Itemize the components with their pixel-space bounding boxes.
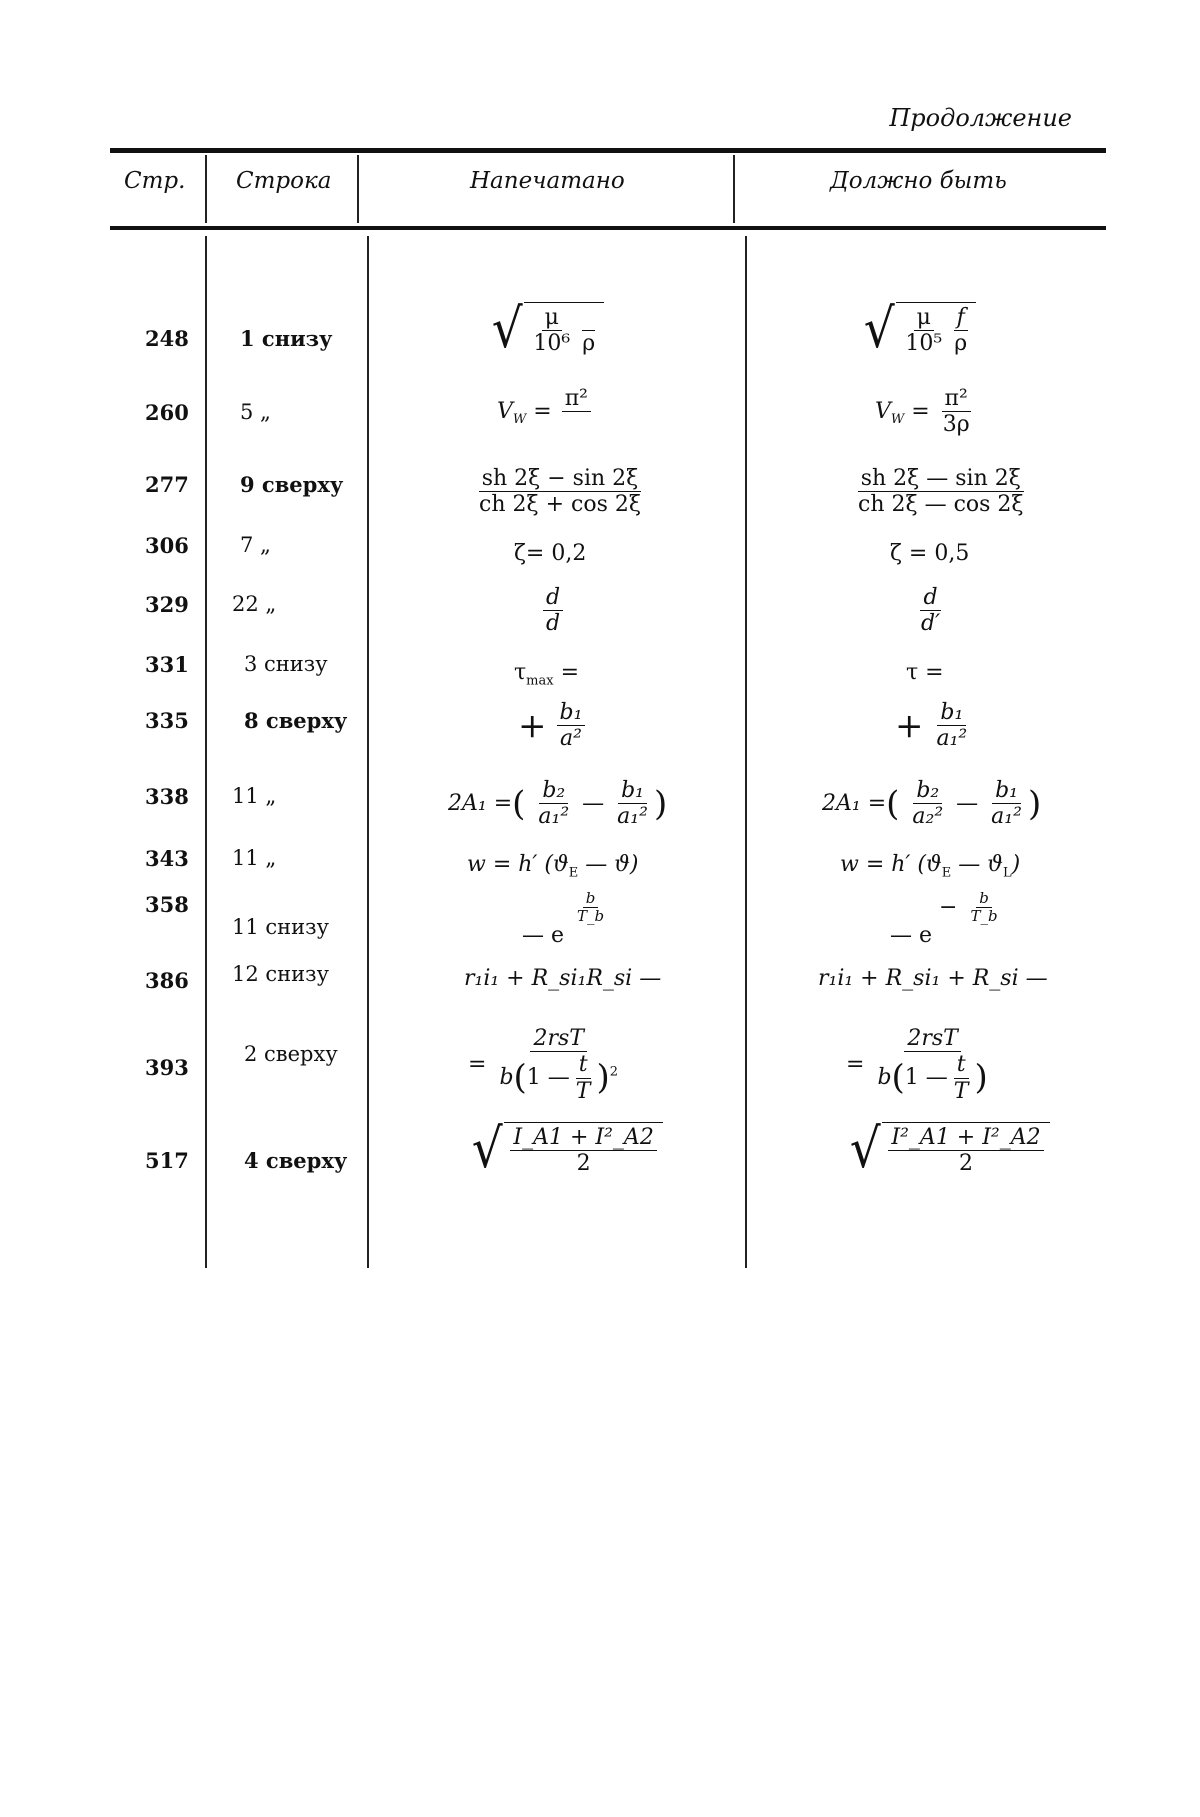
printed-formula: $\frac{sh 2\xi - \sin 2\xi}{ch 2\xi + \cos 2\xi}$	[479, 466, 641, 518]
header-rule	[110, 226, 1106, 230]
correct-formula: — e − $\frac{b}{T\_b}$	[890, 889, 998, 948]
row-line: 11 „	[232, 846, 277, 870]
row-line: 4 сверху	[244, 1148, 348, 1173]
row-page: 517	[145, 1148, 189, 1173]
row-page: 329	[145, 592, 189, 617]
row-page: 343	[145, 846, 189, 871]
column-divider-3	[733, 155, 735, 223]
header-should-be: Должно быть	[830, 168, 1007, 194]
row-line: 11 „	[232, 784, 277, 808]
row-page: 260	[145, 400, 189, 425]
row-page: 338	[145, 784, 189, 809]
correct-formula: √ $\frac{\text{I²\_A1 + I²\_A2}}{2}$	[848, 1122, 1050, 1177]
printed-formula: $\tau_{max}$ =	[514, 660, 580, 689]
row-line: 9 сверху	[240, 472, 344, 497]
column-divider-1	[205, 155, 207, 223]
row-line: 11 снизу	[232, 915, 329, 939]
correct-formula: = 2rsT b(1 — $\frac{t}{T}$ )	[846, 1026, 988, 1104]
column-divider-2-body	[367, 236, 369, 1268]
printed-formula: √ $\frac{\text{I\_A1 + I²\_A2}}{2}$	[470, 1122, 663, 1177]
printed-formula: ζ= 0,2	[514, 541, 587, 566]
correct-formula: $\frac{sh 2\xi — \sin 2\xi}{ch 2\xi — \cos 2\xi}$	[858, 466, 1024, 518]
correct-formula: ζ = 0,5	[890, 541, 970, 566]
column-divider-1-body	[205, 236, 207, 1268]
printed-formula: w = h′ ($ϑ_E$ — ϑ)	[467, 852, 639, 881]
continuation-label: Продолжение	[889, 104, 1072, 132]
row-line: 3 снизу	[244, 652, 328, 676]
correct-formula: τ =	[906, 660, 944, 685]
printed-formula: $\frac{d}{d}$	[540, 585, 566, 637]
row-page: 358	[145, 892, 189, 917]
printed-formula: + $\frac{\text{b₁}}{\text{a²}}$	[518, 700, 588, 752]
printed-formula: r₁i₁ + R_si₁R_si —	[464, 966, 662, 991]
row-line: 2 сверху	[244, 1042, 338, 1066]
printed-formula: = 2rsT b(1 — $\frac{t}{T}$ )$^2$	[468, 1026, 619, 1104]
correct-formula: w = h′ ($ϑ_E$ — $ϑ_L$)	[840, 852, 1021, 881]
header-line: Строка	[236, 168, 332, 194]
row-line: 1 снизу	[240, 326, 333, 351]
row-line: 22 „	[232, 592, 277, 616]
row-page: 277	[145, 472, 189, 497]
row-page: 386	[145, 968, 189, 993]
column-divider-3-body	[745, 236, 747, 1268]
row-line: 8 сверху	[244, 708, 348, 733]
column-divider-2	[357, 155, 359, 223]
printed-formula: 2A₁ =( $\frac{\text{b₂}}{\text{a₁²}}$ — $\frac{\text{b₁}}{\text{a₁²}}$ )	[448, 778, 668, 830]
row-line: 12 снизу	[232, 962, 329, 986]
printed-formula: √ $\frac{\mu}{\text{10⁶}}$ ρ	[490, 302, 604, 357]
row-page: 248	[145, 326, 189, 351]
header-printed: Напечатано	[470, 168, 625, 194]
top-rule	[110, 148, 1106, 153]
correct-formula: √ $\frac{\mu}{\text{10⁵}}$ $\frac{f}{\rho}$	[862, 302, 976, 357]
printed-formula: — e $\frac{b}{T\_b}$	[522, 889, 605, 948]
row-page: 335	[145, 708, 189, 733]
row-line: 7 „	[240, 533, 271, 557]
header-page: Стр.	[124, 168, 186, 194]
correct-formula: $V_W$ = $\frac{\text{π²}}{3\rho}$	[875, 386, 970, 438]
row-page: 306	[145, 533, 189, 558]
row-page: 393	[145, 1055, 189, 1080]
printed-formula: $V_W$ = π²	[497, 386, 594, 438]
correct-formula: $\frac{d}{d'}$	[921, 585, 941, 637]
correct-formula: 2A₁ =( $\frac{\text{b₂}}{\text{a₂²}}$ — $\frac{\text{b₁}}{\text{a₁²}}$ )	[822, 778, 1042, 830]
correct-formula: + $\frac{\text{b₁}}{\text{a₁²}}$	[895, 700, 968, 752]
row-line: 5 „	[240, 400, 271, 424]
row-page: 331	[145, 652, 189, 677]
correct-formula: r₁i₁ + R_si₁ + R_si —	[818, 966, 1048, 991]
